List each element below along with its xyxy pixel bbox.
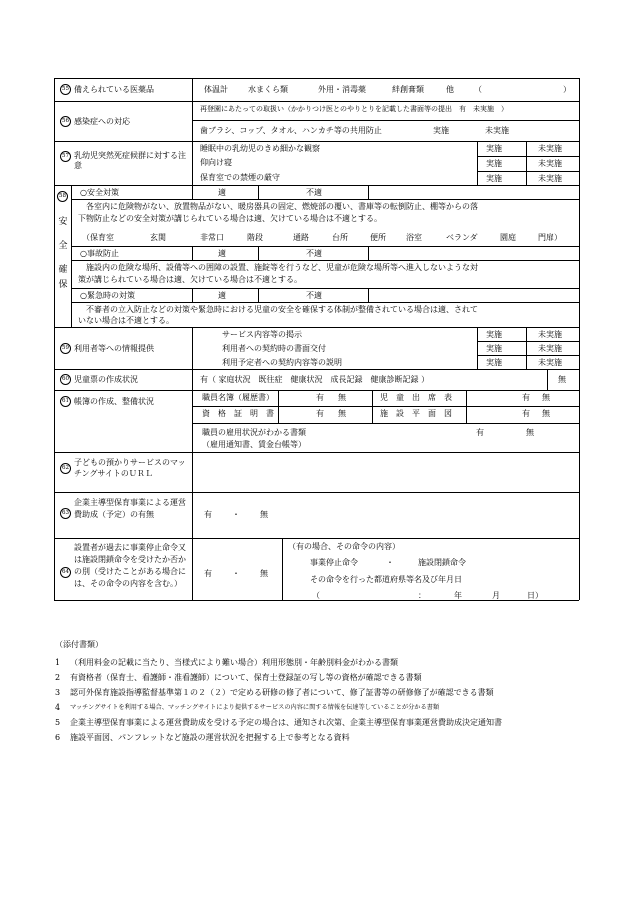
- readmission-handling: 再登園にあたっての取扱い（かかりつけ医とのやりとりを記載した書面等の提出 有 未実施 ）: [200, 105, 508, 113]
- cell-divider: [477, 156, 579, 157]
- status-implemented: 実施: [486, 174, 502, 183]
- row-number-badge: 61: [60, 396, 71, 407]
- safety-description: 各室内に危険物がない、放置物品がない、暖房器具の固定、燃焼部の覆い、書庫等の転倒防止、棚等からの落: [86, 202, 478, 211]
- cell-divider: [466, 390, 467, 423]
- child-record-items: 有（ 家庭状況 既往症 健康状況 成長記録 健康診断記録 ）: [200, 375, 430, 384]
- date-month: 月: [492, 591, 500, 600]
- room-item: 通路: [293, 233, 309, 242]
- attachment-text: （利用料金の記載に当たり、当様式により難い場合）利用形態別・年齢別料金がわかる書類: [70, 658, 398, 667]
- status-yes: 有: [316, 393, 324, 402]
- cell-divider: [477, 341, 579, 342]
- book-staff-roster: 職員名簿（履歴書）: [202, 393, 274, 402]
- cell-divider: [368, 288, 369, 302]
- cell-divider: [368, 246, 369, 260]
- status-implemented: 実施: [433, 126, 449, 135]
- separator-dot: ・: [232, 569, 240, 578]
- status-implemented: 実施: [486, 144, 502, 153]
- row-divider: [54, 390, 579, 391]
- cell-divider: [477, 327, 478, 369]
- room-item: 非常口: [200, 233, 224, 242]
- info-item: サービス内容等の掲示: [222, 330, 302, 339]
- attachment-text: 企業主導型保育事業による運営費助成を受ける予定の場合は、通知され次第、企業主導型保育事業運営費助成決定通知書: [70, 718, 502, 727]
- attachment-number: 2: [55, 673, 61, 682]
- status-not-implemented: 未実施: [485, 126, 509, 135]
- paren-close: ）: [563, 85, 571, 94]
- row-label: 設置者が過去に事業停止命令又は施設閉鎖命令を受けたか否かの別（受けたことがある場合には、その命令の内容を含む。）: [74, 543, 186, 588]
- cell-divider: [71, 199, 579, 200]
- cell-divider: [477, 141, 478, 185]
- cell-divider: [368, 185, 369, 199]
- safety-measures-title: ○安全対策: [80, 188, 119, 197]
- cell-divider: [71, 246, 579, 247]
- status-no: 無: [542, 393, 550, 402]
- medicine-water-pillow: 水まくら類: [248, 85, 288, 94]
- cell-divider: [477, 171, 579, 172]
- status-yes: 有: [204, 510, 212, 519]
- status-implemented: 実施: [486, 344, 502, 353]
- cell-divider: [192, 406, 579, 407]
- row-number-badge: 59: [60, 343, 71, 354]
- accident-prevention-title: ○事故防止: [80, 249, 119, 258]
- row-number-badge: 56: [60, 116, 71, 127]
- medicine-disinfectant: 外用・消毒薬: [318, 85, 366, 94]
- status-not-implemented: 未実施: [538, 159, 562, 168]
- order-content-heading: （有の場合、その命令の内容）: [288, 542, 400, 551]
- issuing-authority-date: その命令を行った都道府県等名及び年月日: [310, 575, 462, 584]
- row-number-badge: 58: [57, 191, 68, 202]
- attachment-number: 5: [55, 718, 61, 727]
- table-border-left: [54, 78, 55, 600]
- separator-dot: ・: [386, 558, 394, 567]
- status-yes: 有: [316, 409, 324, 418]
- room-item: 玄関: [150, 233, 166, 242]
- table-border-top: [54, 78, 579, 79]
- row-divider: [54, 369, 579, 370]
- status-not-implemented: 未実施: [538, 174, 562, 183]
- cell-divider: [71, 288, 579, 289]
- safety-vertical-char: 確: [58, 265, 68, 275]
- status-not-implemented: 未実施: [538, 344, 562, 353]
- cell-divider: [71, 260, 579, 261]
- cell-divider: [192, 288, 193, 302]
- date-year: 年: [454, 591, 462, 600]
- row-label: 利用者等への情報提供: [74, 344, 154, 353]
- room-item: 階段: [247, 233, 263, 242]
- status-inadequate: 不適: [306, 188, 322, 197]
- attachment-number: 3: [55, 688, 61, 697]
- facility-closure-order: 施設閉鎖命令: [418, 558, 466, 567]
- cell-divider: [192, 423, 579, 424]
- attachments-title: （添付書類）: [55, 640, 103, 649]
- row-number-badge: 63: [60, 508, 71, 519]
- cell-divider: [526, 327, 527, 369]
- room-item: （保育室: [82, 233, 114, 242]
- status-implemented: 実施: [486, 358, 502, 367]
- row-label: 児童票の作成状況: [74, 375, 138, 384]
- attachment-text: 施設平面図、パンフレットなど施設の運営状況を把握する上で参考となる資料: [70, 733, 350, 742]
- cell-divider: [71, 302, 579, 303]
- cell-divider: [192, 185, 193, 199]
- cell-divider: [547, 369, 548, 390]
- shared-items-prevention: 歯ブラシ、コップ、タオル、ハンカチ等の共用防止: [200, 126, 382, 135]
- info-item: 利用者への契約時の書面交付: [222, 344, 326, 353]
- status-yes: 有: [476, 428, 484, 437]
- cell-divider: [71, 185, 72, 327]
- row-divider: [54, 141, 579, 142]
- row-divider: [54, 185, 579, 186]
- attachment-text: 認可外保育施設指導監督基準第１の２（２）で定める研修の修了者について、修了証書等の研修修了が確認できる書類: [70, 688, 494, 697]
- cell-divider: [192, 120, 579, 121]
- room-item: 門扉）: [538, 233, 562, 242]
- row-label: 子どもの預かりサービスのマッチングサイトのＵＲＬ: [74, 458, 186, 478]
- attachment-text: マッチングサイトを利用する場合、マッチングサイトにより提供するサービスの内容に関する情報を伝達等していることが分かる書類: [70, 704, 440, 711]
- business-stop-order: 事業停止命令: [310, 558, 358, 567]
- status-adequate: 適: [218, 188, 226, 197]
- employment-docs: 職員の雇用状況がわかる書類: [202, 428, 306, 437]
- emergency-description: 不審者の立入防止などの対策や緊急時における児童の安全を確保する体制が整備されている場合は適、されて: [86, 305, 478, 314]
- label-col-divider: [192, 327, 193, 600]
- room-item: 浴室: [406, 233, 422, 242]
- safety-vertical-char: 全: [58, 241, 68, 251]
- sids-item: 睡眠中の乳幼児のきめ細かな観察: [200, 144, 320, 153]
- info-item: 利用予定者への契約内容等の説明: [222, 358, 342, 367]
- book-qualification: 資 格 証 明 書: [202, 409, 274, 418]
- employment-docs-note: （雇用通知書、賃金台帳等）: [202, 440, 306, 449]
- label-col-divider: [192, 78, 193, 185]
- attachment-number: 1: [55, 658, 61, 667]
- status-yes: 有: [204, 569, 212, 578]
- status-no: 無: [338, 409, 346, 418]
- status-implemented: 実施: [486, 159, 502, 168]
- book-floor-plan: 施 設 平 面 図: [380, 409, 452, 418]
- row-divider: [54, 492, 579, 493]
- row-number-badge: 62: [60, 463, 71, 474]
- row-number-badge: 64: [60, 567, 71, 578]
- row-label: 乳幼児突然死症候群に対する注意: [74, 151, 186, 170]
- safety-vertical-char: 保: [58, 280, 68, 290]
- separator-dot: ・: [232, 510, 240, 519]
- room-item: 便所: [370, 233, 386, 242]
- status-no: 無: [542, 409, 550, 418]
- book-attendance: 児 童 出 席 表: [380, 393, 452, 402]
- status-adequate: 適: [218, 249, 226, 258]
- cell-divider: [258, 185, 259, 199]
- status-no: 無: [338, 393, 346, 402]
- sids-item: 仰向け寝: [200, 158, 232, 167]
- table-border-right: [579, 78, 580, 600]
- status-not-implemented: 未実施: [538, 358, 562, 367]
- sids-item: 保育室での禁煙の厳守: [200, 173, 280, 182]
- status-not-implemented: 未実施: [538, 330, 562, 339]
- date-paren-open: （: [312, 591, 320, 600]
- paren-open: （: [474, 85, 482, 94]
- status-adequate: 適: [218, 291, 226, 300]
- attachment-number: 6: [55, 733, 61, 742]
- status-yes: 有: [522, 393, 530, 402]
- cell-divider: [278, 390, 279, 423]
- emergency-measures-title: ○緊急時の対策: [80, 291, 135, 300]
- cell-divider: [258, 288, 259, 302]
- room-item: ベランダ: [446, 233, 478, 242]
- row-number-badge: 55: [60, 84, 71, 95]
- row-number-badge: 57: [60, 151, 71, 162]
- cell-divider: [258, 246, 259, 260]
- row-number-badge: 60: [60, 374, 71, 385]
- status-yes: 有: [522, 409, 530, 418]
- row-divider: [54, 538, 579, 539]
- room-item: 台所: [332, 233, 348, 242]
- row-label: 企業主導型保育事業による運営費助成（予定）の有無: [74, 498, 186, 519]
- accident-description: 策が講じられている場合は適、欠けている場合は不適とする。: [78, 275, 302, 284]
- status-no: 無: [260, 569, 268, 578]
- row-label: 帳簿の作成、整備状況: [74, 397, 154, 406]
- cell-divider: [372, 390, 373, 423]
- status-not-implemented: 未実施: [538, 144, 562, 153]
- safety-vertical-char: 安: [58, 217, 68, 227]
- medicine-bandage: 絆創膏類: [392, 85, 424, 94]
- status-inadequate: 不適: [306, 249, 322, 258]
- cell-divider: [477, 355, 579, 356]
- status-inadequate: 不適: [306, 291, 322, 300]
- safety-description: 下物防止などの安全対策が講じられている場合は適、欠けている場合は不適とする。: [78, 214, 382, 223]
- cell-divider: [192, 246, 193, 260]
- room-item: 園庭: [500, 233, 516, 242]
- attachment-text: 有資格者（保育士、看護師・准看護師）について、保育士登録証の写し等の資格が確認できる書類: [70, 673, 422, 682]
- emergency-description: いない場合は不適とする。: [78, 316, 174, 325]
- cell-divider: [282, 538, 283, 600]
- status-implemented: 実施: [486, 330, 502, 339]
- cell-divider: [526, 141, 527, 185]
- row-divider: [54, 327, 579, 328]
- attachment-number: 4: [55, 703, 61, 712]
- status-no: 無: [526, 428, 534, 437]
- date-colon: ：: [418, 591, 426, 600]
- medicine-thermometer: 体温計: [204, 85, 228, 94]
- row-divider: [54, 101, 579, 102]
- row-label: 感染症への対応: [74, 117, 130, 126]
- date-day: 日）: [527, 591, 543, 600]
- row-divider: [54, 452, 579, 453]
- row-label: 備えられている医薬品: [74, 85, 154, 94]
- status-none: 無: [558, 375, 566, 384]
- accident-description: 施設内の危険な場所、設備等への囲障の設置、施錠等を行うなど、児童が危険な場所等へ進入しないような対: [86, 263, 478, 272]
- status-no: 無: [260, 510, 268, 519]
- medicine-other: 他: [446, 85, 454, 94]
